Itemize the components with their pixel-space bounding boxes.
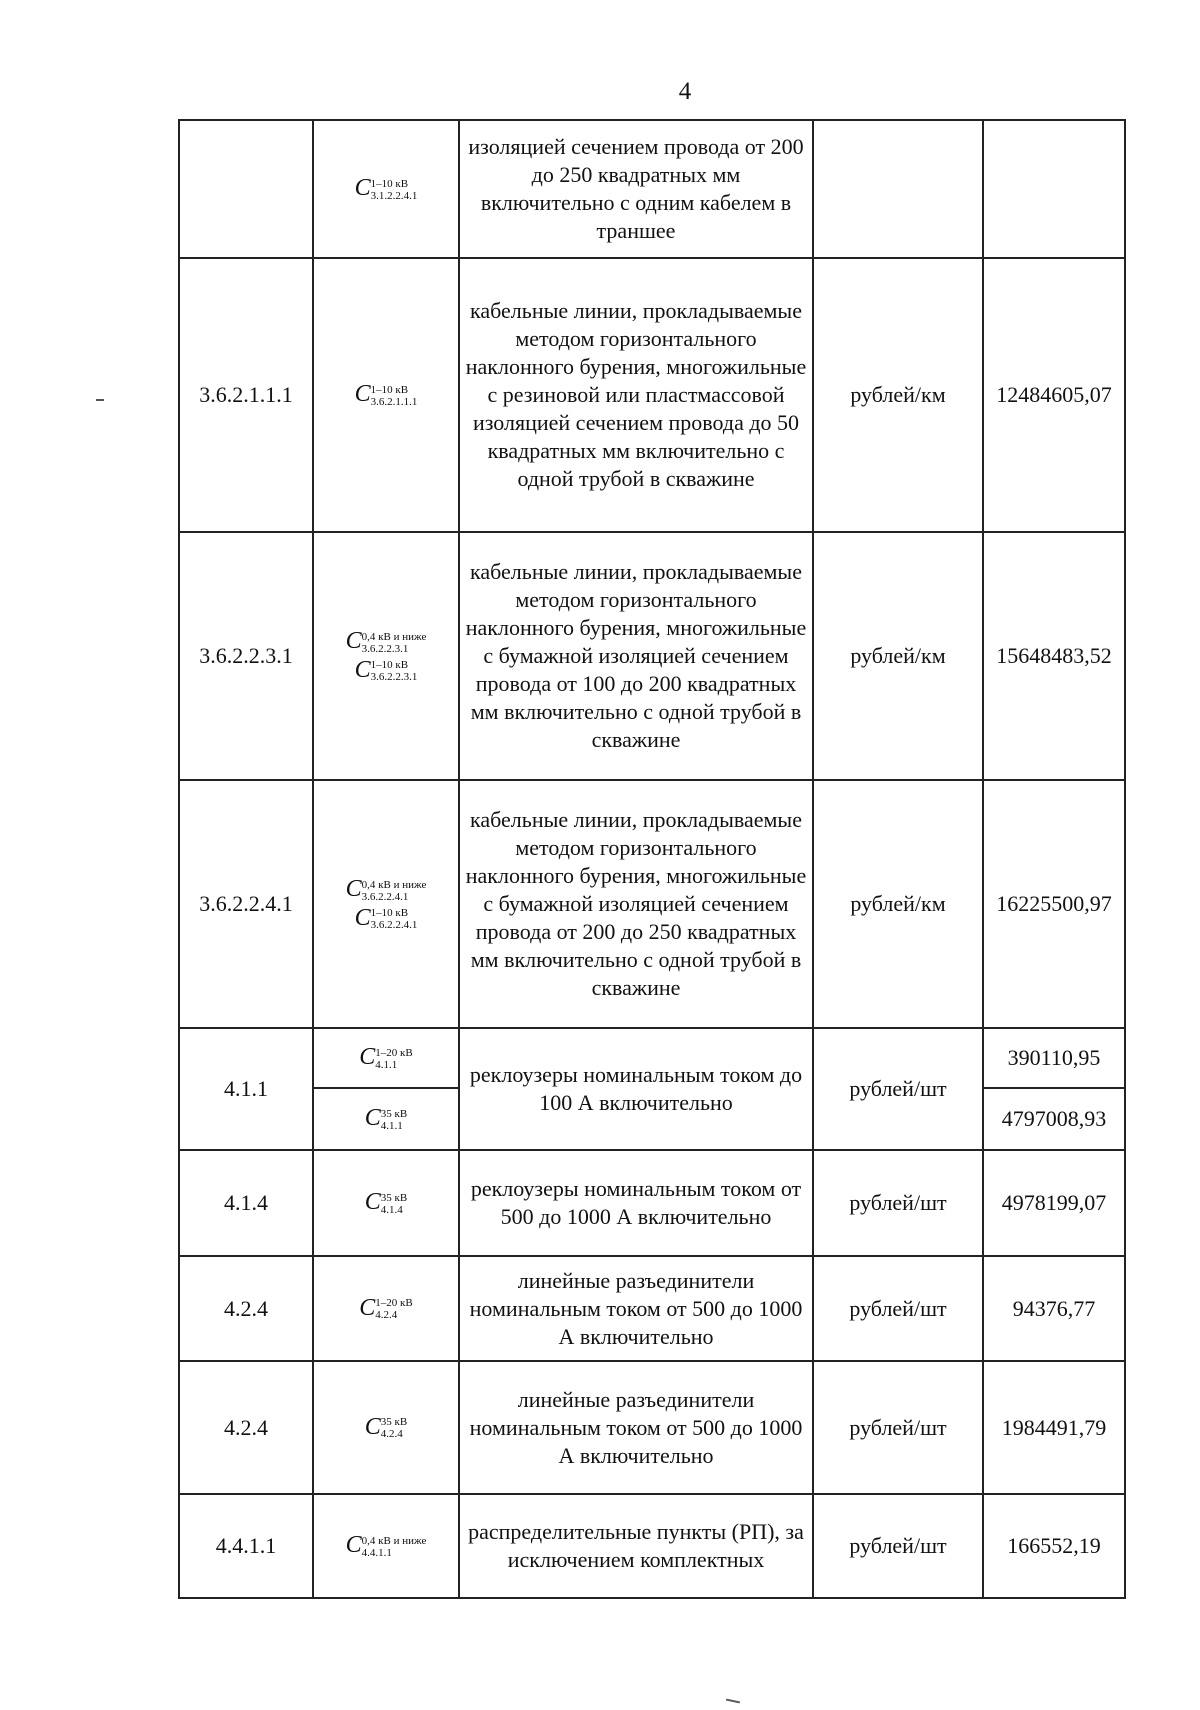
table-row xyxy=(179,1028,1125,1088)
rate-symbol: C 0,4 кВ и ниже 3.6.2.2.4.1 xyxy=(345,875,427,903)
value-cell: 4978199,07 xyxy=(983,1150,1125,1256)
code-cell: 3.6.2.2.4.1 xyxy=(179,780,313,1028)
rate-symbol: C 1–10 кВ 3.6.2.1.1.1 xyxy=(354,381,418,408)
table-row xyxy=(179,532,1125,780)
unit-cell: рублей/шт xyxy=(813,1028,983,1150)
symbol-subscript: 4.1.1 xyxy=(380,1119,403,1132)
symbol-subscript: 3.6.2.1.1.1 xyxy=(370,395,418,408)
value-cell: 16225500,97 xyxy=(983,780,1125,1028)
description-cell: линейные разъединители номинальным током от 500 до 1000 А включительно xyxy=(459,1361,813,1494)
symbol-superscript: 0,4 кВ и ниже xyxy=(361,630,427,643)
symbol-cell xyxy=(313,258,459,532)
unit-cell: рублей/шт xyxy=(813,1256,983,1361)
symbol-superscript: 0,4 кВ и ниже xyxy=(361,1534,427,1547)
table-row xyxy=(179,1256,1125,1361)
symbol-superscript: 1–10 кВ xyxy=(370,907,409,920)
table-row xyxy=(179,120,1125,258)
value-cell: 12484605,07 xyxy=(983,258,1125,532)
table-row xyxy=(179,780,1125,1028)
symbol-subscript: 4.2.4 xyxy=(375,1309,398,1322)
symbol-subscript: 3.6.2.2.3.1 xyxy=(370,671,418,684)
symbol-cell xyxy=(313,1494,459,1598)
symbol-subscript: 4.1.4 xyxy=(380,1203,403,1216)
symbol-cell xyxy=(313,1361,459,1494)
symbol-cell xyxy=(313,120,459,258)
code-cell: 4.1.1 xyxy=(179,1028,313,1150)
unit-cell: рублей/км xyxy=(813,532,983,780)
value-cell: 94376,77 xyxy=(983,1256,1125,1361)
description-cell: изоляцией сечением провода от 200 до 250 квадратных мм включительно с одним кабелем в траншее xyxy=(459,120,813,258)
unit-cell: рублей/км xyxy=(813,258,983,532)
symbol-cell xyxy=(313,1088,459,1150)
table-row xyxy=(179,1494,1125,1598)
value-cell: 166552,19 xyxy=(983,1494,1125,1598)
code-cell: 4.2.4 xyxy=(179,1256,313,1361)
symbol-subscript: 4.1.1 xyxy=(375,1058,398,1071)
description-cell: реклоузеры номинальным током до 100 А включительно xyxy=(459,1028,813,1150)
code-cell: 3.6.2.1.1.1 xyxy=(179,258,313,532)
code-cell xyxy=(179,120,313,258)
symbol-superscript: 35 кВ xyxy=(380,1416,408,1429)
table-row xyxy=(179,258,1125,532)
unit-cell: рублей/шт xyxy=(813,1494,983,1598)
unit-cell xyxy=(813,120,983,258)
symbol-subscript: 4.4.1.1 xyxy=(361,1546,392,1559)
symbol-subscript: 3.1.2.2.4.1 xyxy=(370,189,418,202)
symbol-subscript: 3.6.2.2.4.1 xyxy=(361,890,409,903)
symbol-superscript: 0,4 кВ и ниже xyxy=(361,878,427,891)
unit-cell: рублей/км xyxy=(813,780,983,1028)
rate-symbol: C 1–10 кВ 3.1.2.2.4.1 xyxy=(354,175,418,202)
code-cell: 4.4.1.1 xyxy=(179,1494,313,1598)
description-cell: кабельные линии, прокладываемые методом горизонтального наклонного бурения, многожильные с бумажной изоляцией сечением провода от 200 до 250 квадратных мм включительно с одной трубой в скважине xyxy=(459,780,813,1028)
value-cell xyxy=(983,120,1125,258)
symbol-cell xyxy=(313,1150,459,1256)
rate-symbol: C 1–10 кВ 3.6.2.2.3.1 xyxy=(354,656,418,684)
rate-symbol: C 1–20 кВ 4.2.4 xyxy=(359,1294,413,1322)
symbol-superscript: 1–10 кВ xyxy=(370,177,409,190)
rate-symbol: C 35 кВ 4.2.4 xyxy=(364,1413,408,1441)
rate-symbol: C 0,4 кВ и ниже 3.6.2.2.3.1 xyxy=(345,627,427,655)
page-number: 4 xyxy=(678,78,692,105)
description-cell: реклоузеры номинальным током от 500 до 1000 А включительно xyxy=(459,1150,813,1256)
description-cell: кабельные линии, прокладываемые методом горизонтального наклонного бурения, многожильные с бумажной изоляцией сечением провода от 100 до 200 квадратных мм включительно с одной трубой в скважине xyxy=(459,532,813,780)
code-cell: 4.1.4 xyxy=(179,1150,313,1256)
symbol-superscript: 35 кВ xyxy=(380,1107,408,1120)
value-cell: 4797008,93 xyxy=(983,1088,1125,1150)
code-cell: 4.2.4 xyxy=(179,1361,313,1494)
code-cell: 3.6.2.2.3.1 xyxy=(179,532,313,780)
symbol-cell xyxy=(313,780,459,1028)
description-cell: кабельные линии, прокладываемые методом горизонтального наклонного бурения, многожильные с резиновой или пластмассовой изоляцией сечением провода до 50 квадратных мм включительно с одной трубой в скважине xyxy=(459,258,813,532)
symbol-subscript: 3.6.2.2.4.1 xyxy=(370,919,418,932)
table-row xyxy=(179,1150,1125,1256)
symbol-superscript: 1–20 кВ xyxy=(375,1297,413,1310)
rate-symbol: C 35 кВ 4.1.4 xyxy=(364,1189,408,1216)
rate-symbol: C 0,4 кВ и ниже 4.4.1.1 xyxy=(345,1532,427,1559)
description-cell: линейные разъединители номинальным током от 500 до 1000 А включительно xyxy=(459,1256,813,1361)
rates-table xyxy=(178,119,1126,1599)
symbol-superscript: 1–20 кВ xyxy=(375,1046,413,1059)
rate-symbol: C 1–20 кВ 4.1.1 xyxy=(359,1044,413,1071)
scan-mark xyxy=(96,399,104,401)
symbol-superscript: 35 кВ xyxy=(380,1191,408,1204)
description-cell: распределительные пункты (РП), за исключением комплектных xyxy=(459,1494,813,1598)
value-cell: 390110,95 xyxy=(983,1028,1125,1088)
symbol-superscript: 1–10 кВ xyxy=(370,383,409,396)
rate-symbol: C 35 кВ 4.1.1 xyxy=(364,1105,408,1132)
symbol-cell xyxy=(313,1256,459,1361)
unit-cell: рублей/шт xyxy=(813,1150,983,1256)
rate-symbol: C 1–10 кВ 3.6.2.2.4.1 xyxy=(354,904,418,932)
scan-mark xyxy=(726,1699,740,1704)
symbol-cell xyxy=(313,532,459,780)
symbol-subscript: 4.2.4 xyxy=(380,1428,403,1441)
symbol-superscript: 1–10 кВ xyxy=(370,659,409,672)
value-cell: 1984491,79 xyxy=(983,1361,1125,1494)
symbol-cell xyxy=(313,1028,459,1088)
table-row xyxy=(179,1361,1125,1494)
unit-cell: рублей/шт xyxy=(813,1361,983,1494)
symbol-subscript: 3.6.2.2.3.1 xyxy=(361,642,409,655)
value-cell: 15648483,52 xyxy=(983,532,1125,780)
